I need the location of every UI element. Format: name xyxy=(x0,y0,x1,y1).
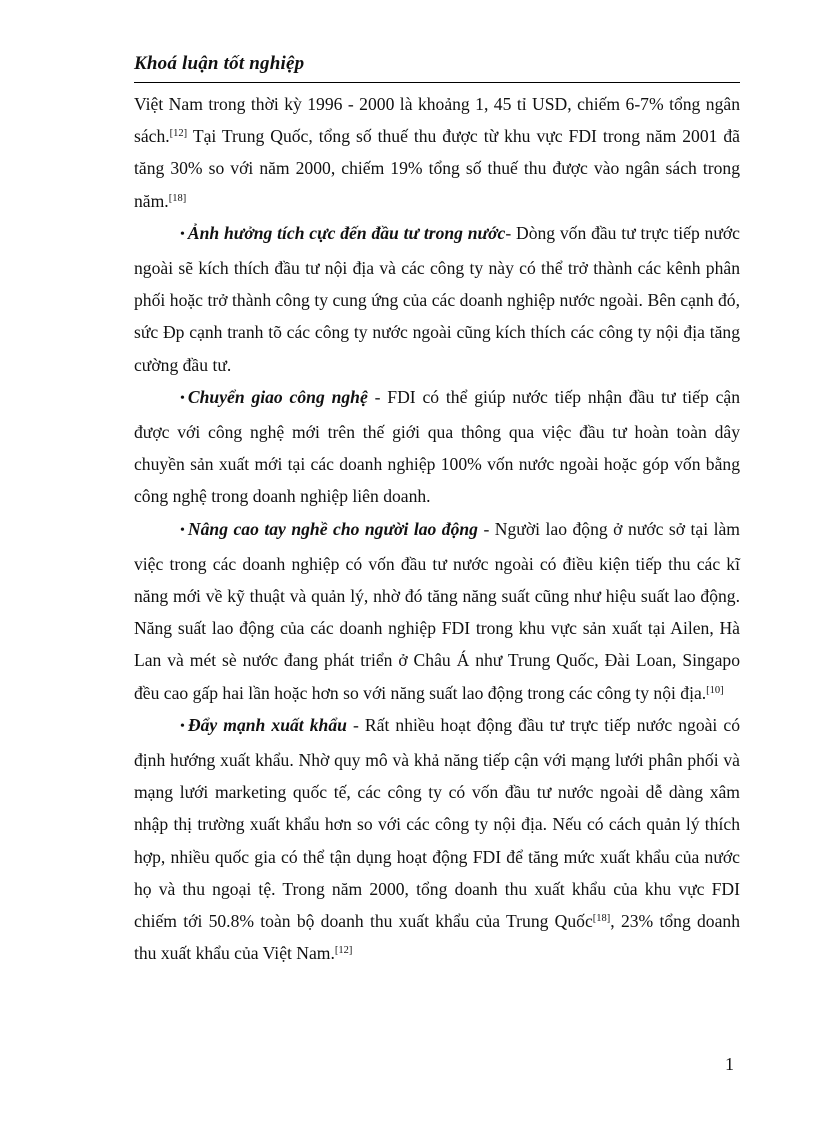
paragraph-technology-transfer xyxy=(134,381,740,513)
paragraph-text: - Người lao động ở nước sở tại làm việc trong các doanh nghiệp có vốn đầu tư nước ngoài có điều kiện tiếp thu các kĩ năng mới về kỹ thuật và quản lý, nhờ đó tăng năng suất cũng như hiệu suất lao động. Năng suất lao động của các doanh nghiệp FDI trong khu vực sản xuất tại Ailen, Hà Lan và mét sè nước đang phát triển ở Châu Á như Trung Quốc, Đài Loan, Singapo đều cao gấp hai lần hoặc hơn so với năng suất lao động trong các công ty nội địa. xyxy=(134,518,740,703)
paragraph-domestic-investment xyxy=(134,217,740,381)
paragraph-export-promotion xyxy=(134,709,740,970)
paragraph-text: , 23% tổng doanh thu xuất khẩu của Việt Nam. xyxy=(134,911,740,964)
citation: [18] xyxy=(592,913,611,925)
paragraph-text: - Dòng vốn đầu tư trực tiếp nước ngoài sẽ kích thích đầu tư nội địa và các công ty này có thể trở thành các kênh phân phối hoặc trở thành công ty cung ứng của các doanh nghiệp nước ngoài. Bên cạnh đó, sức Đp cạnh tranh tõ các công ty nước ngoài cũng kích thích các công ty nội địa tăng cường đầu tư. xyxy=(134,222,740,375)
citation: [18] xyxy=(168,192,187,204)
paragraph-text: Việt Nam trong thời kỳ 1996 - 2000 là khoảng 1, 45 tỉ USD, chiếm 6-7% tổng ngân sách. xyxy=(134,94,740,147)
bullet-icon: • xyxy=(180,226,185,242)
paragraph-text: Tại Trung Quốc, tổng số thuế thu được từ khu vực FDI trong năm 2001 đã tăng 30% so với năm 2000, chiếm 19% tổng số thuế thu được vào ngân sách trong năm. xyxy=(134,126,740,211)
citation: [12] xyxy=(334,945,353,957)
bullet-term: Chuyển giao công nghệ xyxy=(187,386,368,407)
bullet-icon: • xyxy=(180,718,185,734)
bullet-icon: • xyxy=(180,390,185,406)
running-header: Khoá luận tốt nghiệp xyxy=(134,53,740,83)
page-number: 1 xyxy=(725,1054,734,1074)
paragraph-fdi-tax xyxy=(134,88,740,217)
bullet-term: Đẩy mạnh xuất khẩu xyxy=(187,714,347,735)
paragraph-text: - Rất nhiều hoạt động đầu tư trực tiếp nước ngoài có định hướng xuất khẩu. Nhờ quy mô và khả năng tiếp cận với mạng lưới phân phối và mạng lưới marketing quốc tế, các công ty có vốn đầu tư nước ngoài dễ dàng xâm nhập thị trường xuất khẩu hơn so với các công ty nội địa. Nếu có cách quản lý thích hợp, nhiều quốc gia có thể tận dụng hoạt động FDI để tăng mức xuất khẩu của nước họ và thu ngoại tệ. Trong năm 2000, tổng doanh thu xuất khẩu của khu vực FDI chiếm tới 50.8% toàn bộ doanh thu xuất khẩu của Trung Quốc xyxy=(134,714,740,932)
body-text xyxy=(134,88,740,969)
bullet-term: Nâng cao tay nghề cho người lao động xyxy=(187,518,478,539)
bullet-term: Ảnh hưởng tích cực đến đầu tư trong nước xyxy=(187,222,506,243)
bullet-icon: • xyxy=(180,522,185,538)
citation: [12] xyxy=(169,128,188,140)
paragraph-labor-skills xyxy=(134,513,740,709)
paragraph-text: - FDI có thể giúp nước tiếp nhận đầu tư tiếp cận được với công nghệ mới trên thế giới qua thông qua việc đầu tư hoàn toàn dây chuyền sản xuất mới tại các doanh nghiệp 100% vốn nước ngoài hoặc góp vốn bằng công nghệ trong doanh nghiệp liên doanh. xyxy=(134,386,740,507)
citation: [10] xyxy=(706,684,724,696)
